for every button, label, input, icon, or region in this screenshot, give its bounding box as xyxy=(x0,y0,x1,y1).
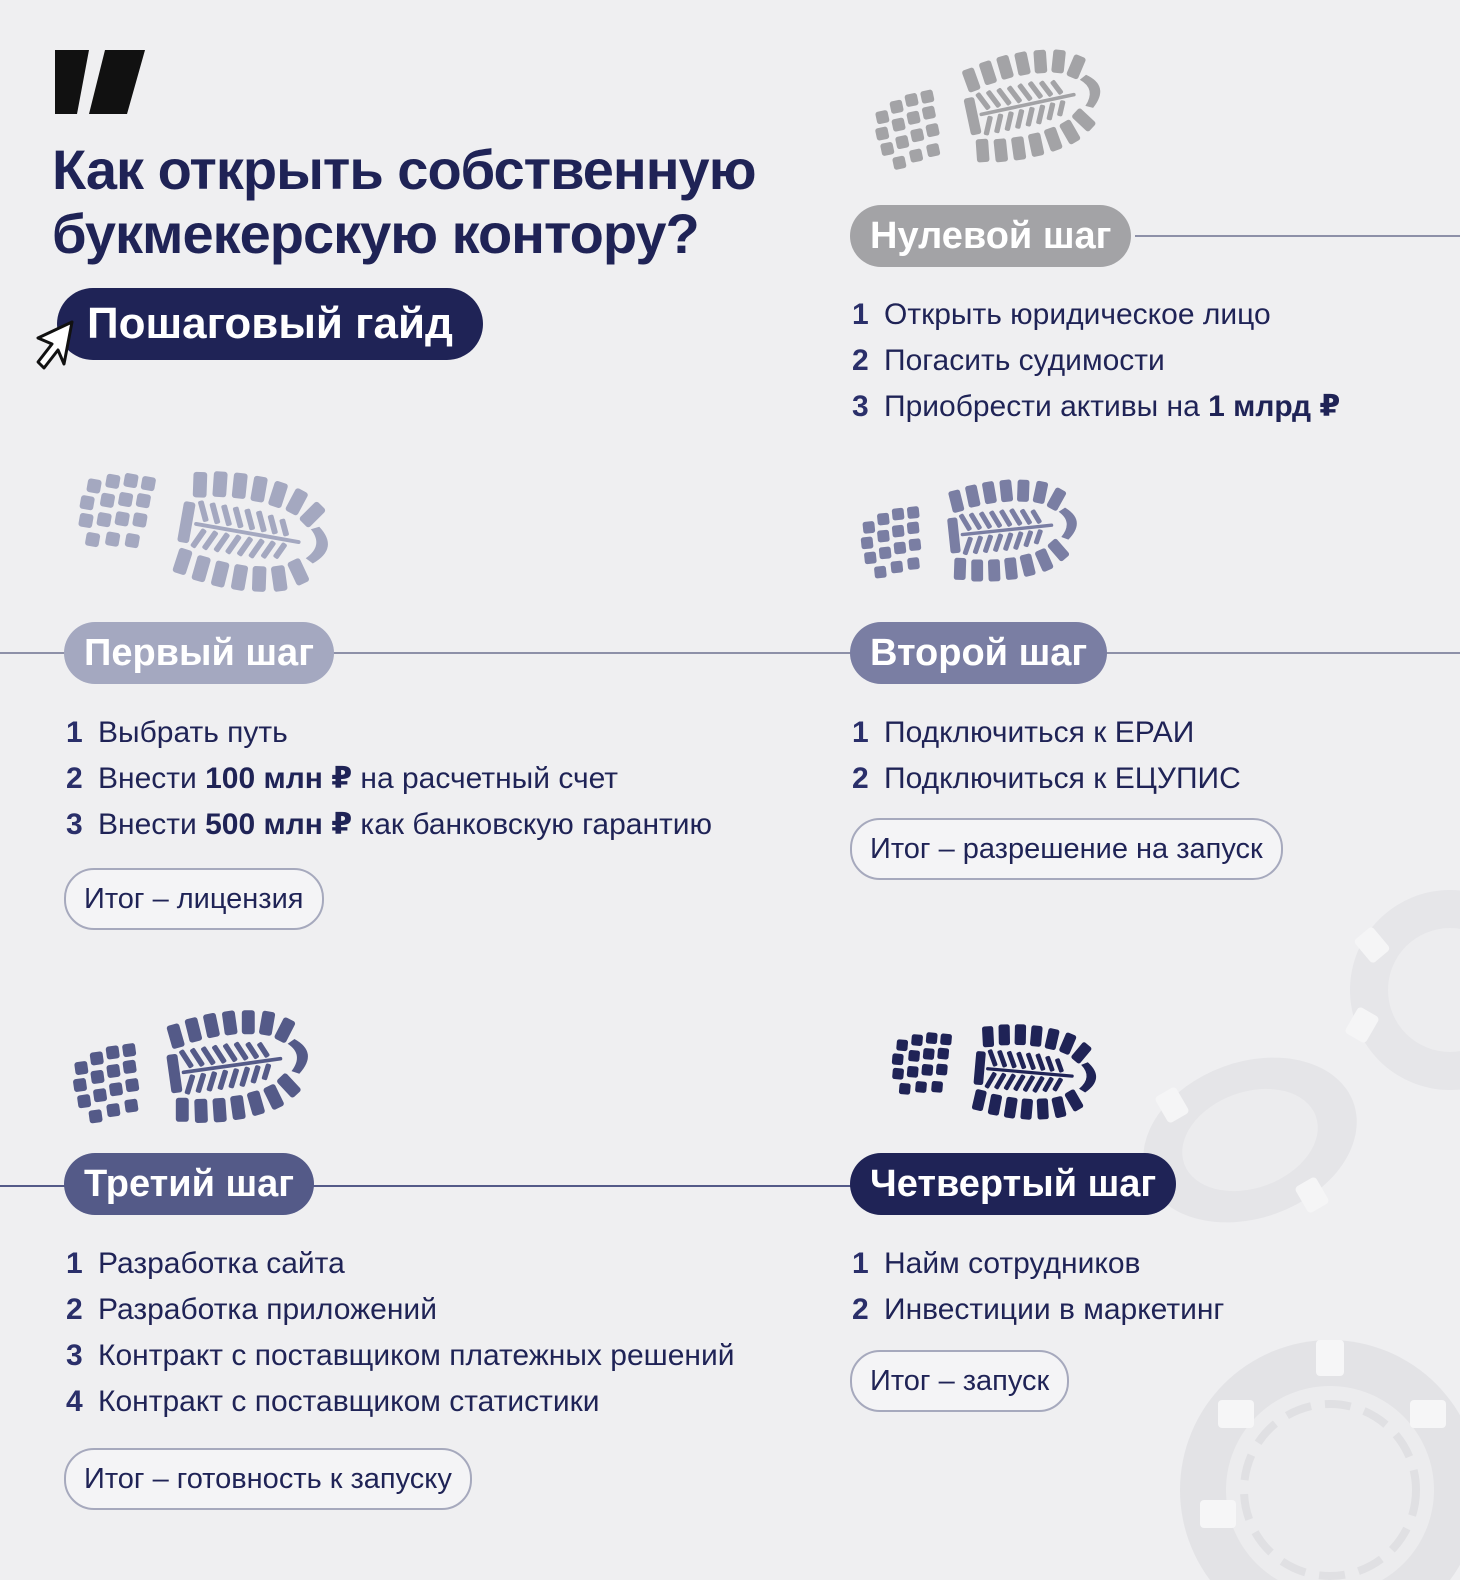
step-1-list xyxy=(66,710,712,848)
step-3-badge: Третий шаг xyxy=(64,1153,314,1215)
list-item: 3 Контракт с поставщиком платежных решений xyxy=(66,1339,735,1372)
list-item: 3 Внести 500 млн ₽ как банковскую гарантию xyxy=(66,808,713,841)
title-line-2: букмекерскую контору? xyxy=(52,202,699,265)
footprint-icon-step3 xyxy=(53,991,347,1149)
list-item: 2 Внести 100 млн ₽ на расчетный счет xyxy=(66,762,619,795)
list-item: 1 Подключиться к ЕРАИ xyxy=(852,716,1195,749)
guide-badge: Пошаговый гайд xyxy=(57,288,483,360)
list-item: 2 Погасить судимости xyxy=(852,344,1165,377)
page-title xyxy=(52,138,812,266)
step-1-result: Итог – лицензия xyxy=(64,868,324,930)
casino-chip-decoration xyxy=(1130,1300,1460,1580)
list-item: 2 Подключиться к ЕЦУПИС xyxy=(852,762,1241,795)
list-item: 1 Разработка сайта xyxy=(66,1247,345,1280)
list-item: 4 Контракт с поставщиком статистики xyxy=(66,1385,600,1418)
step-2-badge: Второй шаг xyxy=(850,622,1107,684)
footprint-icon-step2 xyxy=(845,465,1110,601)
list-item: 1 Найм сотрудников xyxy=(852,1247,1141,1280)
step-3-list xyxy=(66,1241,734,1425)
step-4-badge: Четвертый шаг xyxy=(850,1153,1176,1215)
timeline-line xyxy=(1135,235,1460,237)
footprint-icon-step4 xyxy=(870,1007,1134,1133)
title-line-1: Как открыть собственную xyxy=(52,138,756,201)
step-2-result: Итог – разрешение на запуск xyxy=(850,818,1283,880)
list-item: 3 Приобрести активы на 1 млрд ₽ xyxy=(852,390,1341,423)
step-2-list xyxy=(852,710,1241,802)
list-item: 1 Выбрать путь xyxy=(66,716,288,749)
step-4-list xyxy=(852,1241,1224,1333)
logo-icon xyxy=(55,50,145,114)
list-item: 1 Открыть юридическое лицо xyxy=(852,298,1271,331)
list-item: 2 Инвестиции в маркетинг xyxy=(852,1293,1225,1326)
step-0-list xyxy=(852,292,1340,430)
step-3-result: Итог – готовность к запуску xyxy=(64,1448,472,1510)
list-item: 2 Разработка приложений xyxy=(66,1293,437,1326)
footprint-icon-step0 xyxy=(861,21,1133,200)
casino-chip-decoration xyxy=(1320,900,1460,1090)
cursor-icon xyxy=(28,318,80,374)
footprint-icon-step1 xyxy=(67,439,360,615)
step-4-result: Итог – запуск xyxy=(850,1350,1069,1412)
step-1-badge: Первый шаг xyxy=(64,622,334,684)
step-0-badge: Нулевой шаг xyxy=(850,205,1131,267)
